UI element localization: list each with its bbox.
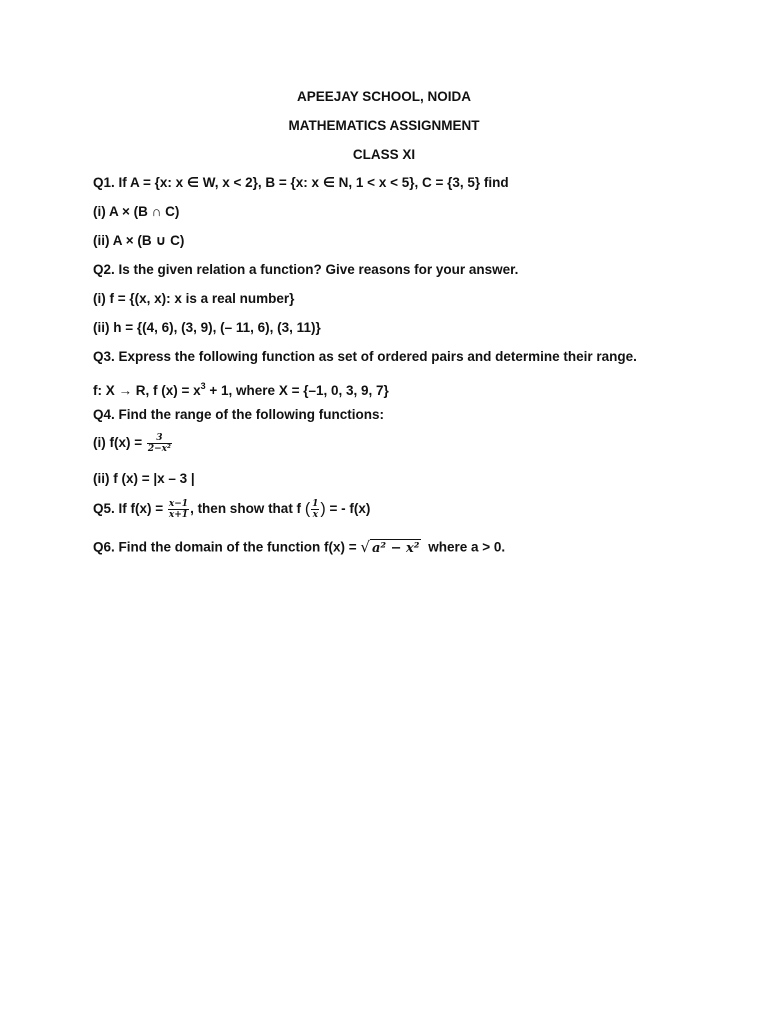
q6-prefix: Q6. Find the domain of the function f(x) = [93, 539, 361, 555]
q5-close-paren: ) [320, 500, 326, 518]
q4-part-ii: (ii) f (x) = |x – 3 | [93, 471, 195, 486]
q4-fraction-denominator: 2−x² [147, 444, 171, 454]
q5-mid: , then show that f [190, 501, 305, 517]
q2-part-ii: (ii) h = {(4, 6), (3, 9), (– 11, 6), (3, 11)} [93, 320, 321, 335]
q5-fraction-denominator: x+1 [168, 510, 189, 520]
assignment-title: MATHEMATICS ASSIGNMENT [288, 118, 480, 133]
q5-argument-numerator: 1 [312, 499, 319, 509]
q1-part-i: (i) A × (B ∩ C) [93, 204, 180, 219]
q2-part-i: (i) f = {(x, x): x is a real number} [93, 291, 295, 306]
q4-fraction-numerator: 3 [147, 433, 172, 444]
q1-part-ii: (ii) A × (B ∪ C) [93, 233, 185, 248]
q6-radicand: a² − x² [371, 541, 420, 556]
q3-detail [93, 378, 389, 399]
q2-stem: Q2. Is the given relation a function? Give reasons for your answer. [93, 262, 519, 277]
q3-detail-prefix: f: X [93, 383, 119, 398]
q5-suffix: = - f(x) [325, 501, 371, 517]
q3-exponent: 3 [200, 381, 206, 391]
q5-argument-denominator: x [312, 510, 318, 520]
q3-stem: Q3. Express the following function as set of ordered pairs and determine their range. [93, 349, 637, 364]
arrow-icon: → [118, 383, 132, 398]
q1-stem: Q1. If A = {x: x ∈ W, x < 2}, B = {x: x ∈ N, 1 < x < 5}, C = {3, 5} find [93, 175, 509, 190]
q5-prefix: Q5. If f(x) = [93, 501, 167, 517]
square-root [360, 539, 421, 557]
q3-detail-mid: R, f (x) = x [132, 383, 201, 398]
q5-fraction-numerator: x−1 [168, 499, 189, 509]
q5-fraction [168, 499, 189, 520]
q4-part-i [93, 433, 173, 454]
school-title: APEEJAY SCHOOL, NOIDA [296, 89, 472, 104]
class-title: CLASS XI [352, 147, 416, 162]
q4-part-i-prefix: (i) f(x) = [93, 435, 146, 451]
q6-suffix: where a > 0. [424, 539, 506, 555]
q4-stem: Q4. Find the range of the following functions: [93, 407, 384, 422]
radical-sign-icon: √ [360, 538, 370, 556]
q6 [93, 539, 505, 557]
q3-detail-suffix: + 1, where X = {–1, 0, 3, 9, 7} [205, 383, 389, 398]
q5-argument-fraction [311, 499, 319, 520]
q4-fraction [147, 433, 172, 454]
q5 [93, 499, 370, 520]
q5-open-paren: ( [304, 500, 311, 518]
